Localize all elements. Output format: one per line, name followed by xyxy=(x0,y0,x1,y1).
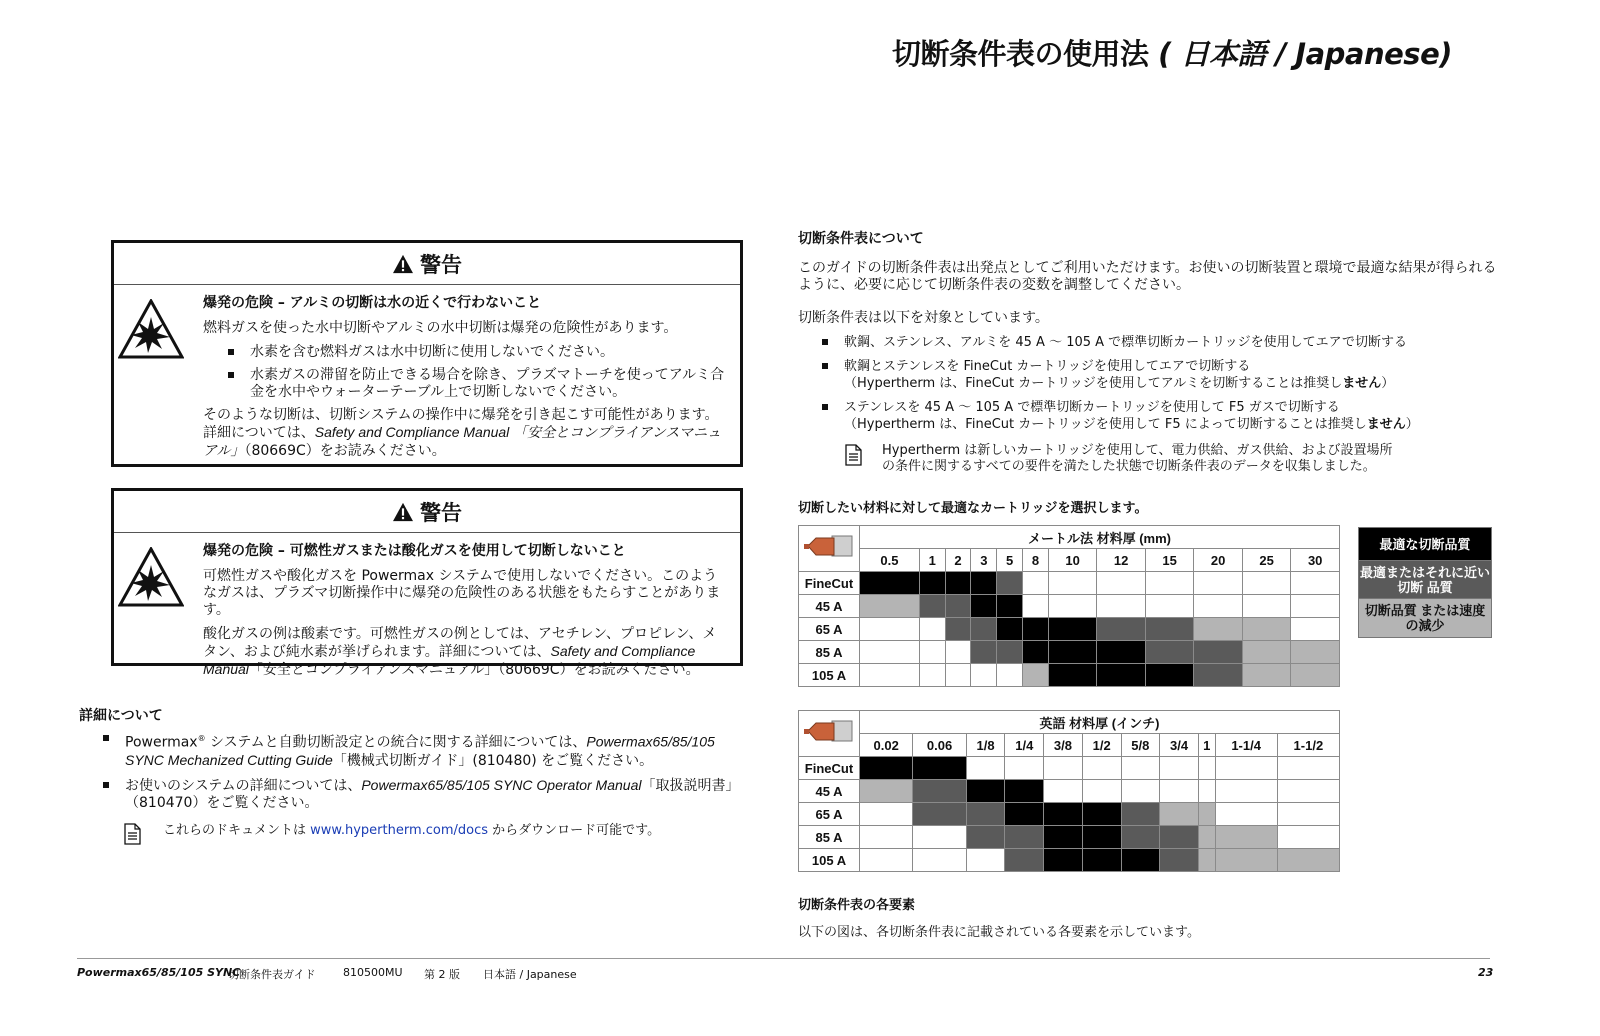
warning-label: 警告 xyxy=(420,500,462,525)
quality-cell xyxy=(1215,780,1277,803)
thickness-column-header: 1-1/2 xyxy=(1277,734,1339,757)
quality-cell xyxy=(1044,849,1083,872)
footer-doc-number: 810500MU xyxy=(343,966,403,979)
quality-cell xyxy=(1242,664,1291,687)
quality-cell xyxy=(919,641,945,664)
thickness-column-header: 30 xyxy=(1291,549,1340,572)
quality-cell xyxy=(1121,849,1160,872)
quality-cell xyxy=(1048,595,1097,618)
quality-cell xyxy=(966,780,1005,803)
details-list xyxy=(101,730,751,819)
cartridge-icon xyxy=(802,713,856,751)
details-text: 「機械式切断ガイド」(810480) をご覧ください。 xyxy=(332,752,654,769)
quality-cell xyxy=(1194,572,1243,595)
cartridge-row xyxy=(799,849,1340,872)
quality-cell xyxy=(971,572,997,595)
footer-guide: 切断条件表ガイド xyxy=(228,968,316,981)
about-paragraph: このガイドの切断条件表は出発点としてご利用いただけます。お使いの切断装置と環境で最適な結果が得られるように、必要に応じて切断条件表の変数を調整してください。 xyxy=(798,260,1497,293)
cartridge-row-label: 45 A xyxy=(799,780,860,803)
thickness-column-header: 3/4 xyxy=(1160,734,1199,757)
explosion-hazard-icon xyxy=(118,299,184,359)
quality-cell xyxy=(919,664,945,687)
download-note xyxy=(163,822,660,839)
note-icon xyxy=(124,823,141,845)
page-number: 23 xyxy=(1478,966,1494,979)
quality-cell xyxy=(919,595,945,618)
quality-cell xyxy=(860,757,913,780)
warning-text: 酸化ガスの例は酸素です。可燃性ガスの例としては、アセチレン、プロピレン、メタン、および純水素が挙げられます。詳細については、 xyxy=(203,626,717,660)
quality-cell xyxy=(913,780,966,803)
page-title-en: ( 日本語 / Japanese) xyxy=(1158,37,1452,71)
about-bullet xyxy=(820,358,1500,392)
quality-cell xyxy=(945,618,971,641)
quality-cell xyxy=(1023,595,1049,618)
thickness-column-header: 25 xyxy=(1242,549,1291,572)
quality-cell xyxy=(966,826,1005,849)
thickness-column-header: 1 xyxy=(919,549,945,572)
quality-cell xyxy=(1023,664,1049,687)
warning-header xyxy=(114,243,740,285)
quality-cell xyxy=(1215,757,1277,780)
quality-cell xyxy=(1291,664,1340,687)
quality-cell xyxy=(860,803,913,826)
thickness-column-header: 1/8 xyxy=(966,734,1005,757)
quality-cell xyxy=(1242,618,1291,641)
quality-cell xyxy=(1215,826,1277,849)
manual-reference: Safety and Compliance Manual 「安全とコンプライアンスマニュアル」 xyxy=(203,424,722,458)
quality-cell xyxy=(1048,641,1097,664)
about-heading: 切断条件表について xyxy=(798,231,924,247)
warning-paragraph xyxy=(203,407,726,460)
cartridge-row xyxy=(799,641,1340,664)
quality-cell xyxy=(860,849,913,872)
quality-cell xyxy=(1277,849,1339,872)
quality-cell xyxy=(1048,618,1097,641)
quality-cell xyxy=(1005,826,1044,849)
thickness-column-header: 5 xyxy=(997,549,1023,572)
quality-cell xyxy=(1082,803,1121,826)
footer-product: Powermax65/85/105 SYNC xyxy=(77,966,241,979)
about-text: ステンレスを 45 A 〜 105 A で標準切断カートリッジを使用して F5 ガスで切断する xyxy=(844,400,1340,415)
warning-text: そのような切断は、切断システムの操作中に爆発を引き起こす可能性があります。詳細については、 xyxy=(203,407,719,441)
cartridge-row xyxy=(799,572,1340,595)
cartridge-row xyxy=(799,826,1340,849)
thickness-column-header: 15 xyxy=(1145,549,1194,572)
quality-cell xyxy=(997,641,1023,664)
quality-cell xyxy=(1145,572,1194,595)
cartridge-row-label: 65 A xyxy=(799,618,860,641)
quality-cell xyxy=(1044,826,1083,849)
quality-cell xyxy=(1145,664,1194,687)
legend-reduced-quality: 切断品質 または速度の減少 xyxy=(1359,599,1491,637)
details-text: 「取扱説明書」（810470）をご覧ください。 xyxy=(125,777,740,811)
cartridge-row-label: FineCut xyxy=(799,757,860,780)
footer-language: 日本語 / Japanese xyxy=(483,968,577,981)
cartridge-row-label: 85 A xyxy=(799,826,860,849)
warning-box-aluminum xyxy=(111,240,743,467)
quality-cell xyxy=(997,595,1023,618)
quality-cell xyxy=(860,780,913,803)
about-bullet xyxy=(820,399,1500,433)
quality-cell xyxy=(860,641,920,664)
details-text: お使いのシステムの詳細については、 xyxy=(125,777,362,794)
manual-reference: Powermax65/85/105 SYNC Mechanized Cutting Guide xyxy=(125,733,715,768)
about-text: （Hypertherm は、FineCut カートリッジを使用して F5 によって切断することは推奨し xyxy=(844,417,1367,432)
quality-cell xyxy=(1242,641,1291,664)
quality-cell xyxy=(966,757,1005,780)
quality-cell xyxy=(1082,849,1121,872)
select-cartridge-heading: 切断したい材料に対して最適なカートリッジを選択します。 xyxy=(798,501,1148,516)
quality-cell xyxy=(860,618,920,641)
legend-near-best-quality: 最適またはそれに近い切断 品質 xyxy=(1359,561,1491,599)
quality-cell xyxy=(1048,572,1097,595)
quality-cell xyxy=(913,757,966,780)
imperial-column-header-row xyxy=(799,734,1340,757)
quality-cell xyxy=(1005,849,1044,872)
quality-cell xyxy=(971,641,997,664)
quality-cell xyxy=(860,826,913,849)
warning-triangle-icon xyxy=(392,502,414,522)
quality-cell xyxy=(1194,664,1243,687)
quality-cell xyxy=(1097,664,1146,687)
cartridge-image-cell xyxy=(799,711,860,757)
quality-cell xyxy=(1097,595,1146,618)
warning-bullet: 水素を含む燃料ガスは水中切断に使用しないでください。 xyxy=(203,344,726,361)
quality-cell xyxy=(1291,595,1340,618)
details-bullet xyxy=(101,777,751,812)
warning-triangle-icon xyxy=(392,254,414,274)
note-text: からダウンロード可能です。 xyxy=(488,823,661,838)
about-text: ） xyxy=(1381,376,1395,391)
quality-cell xyxy=(945,641,971,664)
thickness-column-header: 10 xyxy=(1048,549,1097,572)
quality-cell xyxy=(1044,803,1083,826)
imperial-thickness-table xyxy=(798,710,1340,872)
thickness-column-header: 12 xyxy=(1097,549,1146,572)
quality-cell xyxy=(913,803,966,826)
thickness-column-header: 3/8 xyxy=(1044,734,1083,757)
thickness-column-header: 0.5 xyxy=(860,549,920,572)
cartridge-row xyxy=(799,803,1340,826)
quality-cell xyxy=(1097,641,1146,664)
quality-cell xyxy=(1160,803,1199,826)
quality-cell xyxy=(1005,757,1044,780)
details-heading: 詳細について xyxy=(79,708,163,724)
thickness-column-header: 3 xyxy=(971,549,997,572)
footer-divider xyxy=(77,958,1490,959)
thickness-column-header: 5/8 xyxy=(1121,734,1160,757)
elements-heading: 切断条件表の各要素 xyxy=(798,898,916,913)
quality-cell xyxy=(1082,757,1121,780)
quality-cell xyxy=(1215,849,1277,872)
warning-bullet: 水素ガスの滞留を防止できる場合を除き、プラズマトーチを使ってアルミ合金を水中やウォーターテーブル上で切断しないでください。 xyxy=(203,367,726,401)
cut-quality-legend xyxy=(1358,527,1492,638)
quality-cell xyxy=(1194,618,1243,641)
manual-reference: Powermax65/85/105 SYNC Operator Manual xyxy=(361,776,642,793)
docs-link[interactable]: www.hypertherm.com/docs xyxy=(310,823,489,838)
quality-cell xyxy=(1023,618,1049,641)
footer-edition: 第 2 版 xyxy=(424,968,460,981)
quality-cell xyxy=(997,664,1023,687)
cartridge-row-label: 85 A xyxy=(799,641,860,664)
thickness-column-header: 0.06 xyxy=(913,734,966,757)
about-bullet: 軟鋼、ステンレス、アルミを 45 A 〜 105 A で標準切断カートリッジを使用してエアで切断する xyxy=(820,334,1500,351)
quality-cell xyxy=(1145,641,1194,664)
imperial-table-title: 英語 材料厚 (インチ) xyxy=(860,711,1340,734)
quality-cell xyxy=(1023,572,1049,595)
quality-cell xyxy=(1277,803,1339,826)
warning-body xyxy=(203,295,726,467)
cartridge-row-label: 105 A xyxy=(799,664,860,687)
quality-cell xyxy=(1082,780,1121,803)
cartridge-row-label: 65 A xyxy=(799,803,860,826)
page-title xyxy=(892,32,1452,73)
warning-body xyxy=(203,543,726,686)
quality-cell xyxy=(997,618,1023,641)
metric-thickness-table xyxy=(798,525,1340,687)
quality-cell xyxy=(1121,803,1160,826)
quality-cell xyxy=(1048,664,1097,687)
quality-cell xyxy=(1291,618,1340,641)
warning-heading: 爆発の危険 – 可燃性ガスまたは酸化ガスを使用して切断しないこと xyxy=(203,543,626,559)
quality-cell xyxy=(1160,780,1199,803)
thickness-column-header: 1/4 xyxy=(1005,734,1044,757)
quality-cell xyxy=(1044,757,1083,780)
page-title-ja: 切断条件表の使用法 xyxy=(892,37,1149,71)
quality-cell xyxy=(1044,780,1083,803)
quality-cell xyxy=(1121,757,1160,780)
about-paragraph: 切断条件表は以下を対象としています。 xyxy=(798,310,1049,326)
quality-cell xyxy=(971,664,997,687)
warning-box-flammable-gas xyxy=(111,488,743,678)
quality-cell xyxy=(919,618,945,641)
quality-cell xyxy=(1242,572,1291,595)
warning-paragraph xyxy=(203,626,726,679)
quality-cell xyxy=(945,664,971,687)
thickness-column-header: 1/2 xyxy=(1082,734,1121,757)
quality-cell xyxy=(966,803,1005,826)
quality-cell xyxy=(997,572,1023,595)
quality-cell xyxy=(1097,572,1146,595)
thickness-column-header: 1 xyxy=(1198,734,1215,757)
quality-cell xyxy=(913,849,966,872)
about-emphasis: ません xyxy=(1342,376,1382,391)
explosion-hazard-icon xyxy=(118,547,184,607)
quality-cell xyxy=(860,595,920,618)
elements-paragraph: 以下の図は、各切断条件表に記載されている各要素を示しています。 xyxy=(798,925,1200,940)
quality-cell xyxy=(945,572,971,595)
thickness-column-header: 0.02 xyxy=(860,734,913,757)
quality-cell xyxy=(1160,826,1199,849)
quality-cell xyxy=(919,572,945,595)
thickness-column-header: 2 xyxy=(945,549,971,572)
warning-text: 「安全とコンプライアンスマニュアル」（80669C）をお読みください。 xyxy=(248,662,700,678)
quality-cell xyxy=(1215,803,1277,826)
data-collection-note: Hypertherm は新しいカートリッジを使用して、電力供給、ガス供給、および設置場所の条件に関するすべての要件を満たした状態で切断条件表のデータを収集しました。 xyxy=(882,443,1393,474)
warning-label: 警告 xyxy=(420,252,462,277)
about-text: （Hypertherm は、FineCut カートリッジを使用してアルミを切断することは推奨し xyxy=(844,376,1343,391)
quality-cell xyxy=(1082,826,1121,849)
cartridge-row xyxy=(799,757,1340,780)
quality-cell xyxy=(1023,641,1049,664)
quality-cell xyxy=(1198,826,1215,849)
quality-cell xyxy=(1198,757,1215,780)
about-text: ） xyxy=(1405,417,1419,432)
quality-cell xyxy=(1121,826,1160,849)
metric-column-header-row xyxy=(799,549,1340,572)
quality-cell xyxy=(1097,618,1146,641)
about-list xyxy=(820,334,1500,440)
cartridge-row-label: 105 A xyxy=(799,849,860,872)
note-text: これらのドキュメントは xyxy=(163,823,311,838)
cartridge-icon xyxy=(802,528,856,566)
quality-cell xyxy=(1160,849,1199,872)
warning-text: （80669C）をお読みください。 xyxy=(244,443,446,459)
warning-paragraph: 燃料ガスを使った水中切断やアルミの水中切断は爆発の危険性があります。 xyxy=(203,320,678,336)
legend-best-quality: 最適な切断品質 xyxy=(1359,528,1491,561)
cartridge-row xyxy=(799,664,1340,687)
warning-heading: 爆発の危険 – アルミの切断は水の近くで行わないこと xyxy=(203,295,542,311)
warning-header xyxy=(114,491,740,533)
quality-cell xyxy=(1277,757,1339,780)
thickness-column-header: 20 xyxy=(1194,549,1243,572)
cartridge-row xyxy=(799,595,1340,618)
quality-cell xyxy=(1145,595,1194,618)
quality-cell xyxy=(971,618,997,641)
cartridge-row-label: 45 A xyxy=(799,595,860,618)
quality-cell xyxy=(966,849,1005,872)
cartridge-image-cell xyxy=(799,526,860,572)
quality-cell xyxy=(1277,826,1339,849)
quality-cell xyxy=(860,664,920,687)
product-name: Powermax xyxy=(125,734,198,751)
cartridge-row xyxy=(799,618,1340,641)
quality-cell xyxy=(1194,595,1243,618)
note-icon xyxy=(845,444,862,466)
quality-cell xyxy=(1277,780,1339,803)
quality-cell xyxy=(1145,618,1194,641)
thickness-column-header: 8 xyxy=(1023,549,1049,572)
quality-cell xyxy=(1160,757,1199,780)
quality-cell xyxy=(1291,572,1340,595)
about-text: 軟鋼とステンレスを FineCut カートリッジを使用してエアで切断する xyxy=(844,359,1251,374)
quality-cell xyxy=(971,595,997,618)
about-emphasis: ません xyxy=(1366,417,1406,432)
metric-table-title: メートル法 材料厚 (mm) xyxy=(860,526,1340,549)
cartridge-row xyxy=(799,780,1340,803)
registered-mark: ® xyxy=(197,734,206,743)
quality-cell xyxy=(1198,849,1215,872)
quality-cell xyxy=(913,826,966,849)
quality-cell xyxy=(1121,780,1160,803)
quality-cell xyxy=(1198,780,1215,803)
quality-cell xyxy=(1198,803,1215,826)
cartridge-row-label: FineCut xyxy=(799,572,860,595)
quality-cell xyxy=(860,572,920,595)
quality-cell xyxy=(1242,595,1291,618)
thickness-column-header: 1-1/4 xyxy=(1215,734,1277,757)
details-bullet xyxy=(101,730,751,770)
quality-cell xyxy=(1005,780,1044,803)
quality-cell xyxy=(1291,641,1340,664)
details-text: システムと自動切断設定との統合に関する詳細については、 xyxy=(205,734,587,751)
quality-cell xyxy=(1005,803,1044,826)
manual-reference: Safety and Compliance Manual xyxy=(203,643,696,677)
quality-cell xyxy=(945,595,971,618)
quality-cell xyxy=(1194,641,1243,664)
warning-paragraph: 可燃性ガスや酸化ガスを Powermax システムで使用しないでください。このようなガスは、プラズマ切断操作中に爆発の危険性のある状態をもたらすことがあります。 xyxy=(203,568,721,618)
